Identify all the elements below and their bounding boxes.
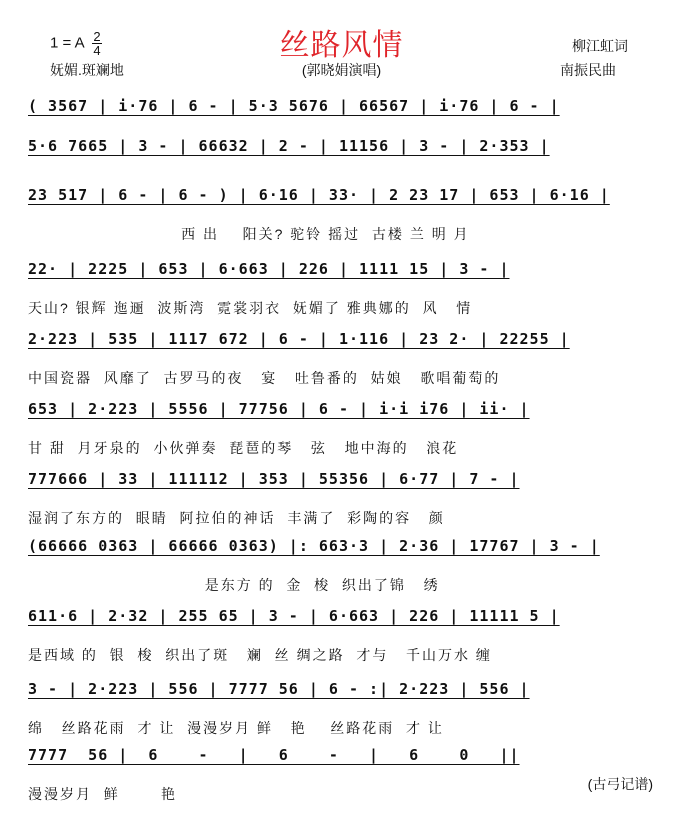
expression-mark: 妩媚.斑斓地 (50, 62, 124, 78)
notation-line: 777666 | 33 | 111112 | 353 | 55356 | 6·77 | 7 - | (28, 470, 520, 488)
lyrics-line: 中国瓷器 风靡了 古罗马的夜 宴 吐鲁番的 姑娘 歌唱葡萄的 (28, 370, 501, 386)
notation-line: 23 517 | 6 - | 6 - ) | 6·16 | 33· | 2 23 17 | 653 | 6·16 | (28, 186, 610, 204)
notation-line: ( 3567 | i·76 | 6 - | 5·3 5676 | 66567 | i·76 | 6 - | (28, 97, 560, 115)
transcriber-credit: (古弓记谱) (587, 776, 653, 792)
song-title: 丝路风情 (279, 29, 404, 62)
lyrics-line: 天山? 银辉 迤逦 波斯湾 霓裳羽衣 妩媚了 雅典娜的 风 情 (28, 300, 473, 316)
lyrics-line: 是东方 的 金 梭 织出了锦 绣 (28, 577, 440, 593)
lyrics-line: 西 出 阳关? 驼铃 摇过 古楼 兰 明 月 (28, 226, 470, 242)
notation-line: 653 | 2·223 | 5556 | 77756 | 6 - | i·i i76 | ii· | (28, 400, 530, 418)
composer-credit: 南振民曲 (560, 62, 616, 78)
key-signature (50, 30, 102, 57)
lyrics-line: 绵 丝路花雨 才 让 漫漫岁月 鲜 艳 丝路花雨 才 让 (28, 720, 444, 736)
time-signature (92, 30, 102, 57)
lyrics-line: 湿润了东方的 眼睛 阿拉伯的神话 丰满了 彩陶的容 颜 (28, 510, 445, 526)
notation-line: 611·6 | 2·32 | 255 65 | 3 - | 6·663 | 226 | 11111 5 | (28, 607, 560, 625)
lyrics-line: 漫漫岁月 鲜 艳 (28, 786, 178, 802)
lyricist-credit: 柳江虹词 (572, 38, 628, 54)
notation-line: 5·6 7665 | 3 - | 66632 | 2 - | 11156 | 3 - | 2·353 | (28, 137, 550, 155)
lyrics-line: 甘 甜 月牙泉的 小伙弹奏 琵琶的琴 弦 地中海的 浪花 (28, 440, 459, 456)
notation-line: 22· | 2225 | 653 | 6·663 | 226 | 1111 15 | 3 - | (28, 260, 510, 278)
performer-credit: (郭晓娟演唱) (301, 62, 382, 78)
notation-line: 7777 56 | 6 - | 6 - | 6 0 || (28, 746, 520, 764)
lyrics-line: 是西域 的 银 梭 织出了斑 斓 丝 绸之路 才与 千山万水 缠 (28, 647, 492, 663)
notation-line: (66666 0363 | 66666 0363) |: 663·3 | 2·36 | 17767 | 3 - | (28, 537, 600, 555)
notation-line: 2·223 | 535 | 1117 672 | 6 - | 1·116 | 23 2· | 22255 | (28, 330, 570, 348)
key-label: 1 = A (50, 34, 84, 52)
time-bottom: 4 (93, 43, 101, 58)
time-top: 2 (93, 29, 101, 44)
notation-line: 3 - | 2·223 | 556 | 7777 56 | 6 - :| 2·223 | 556 | (28, 680, 530, 698)
